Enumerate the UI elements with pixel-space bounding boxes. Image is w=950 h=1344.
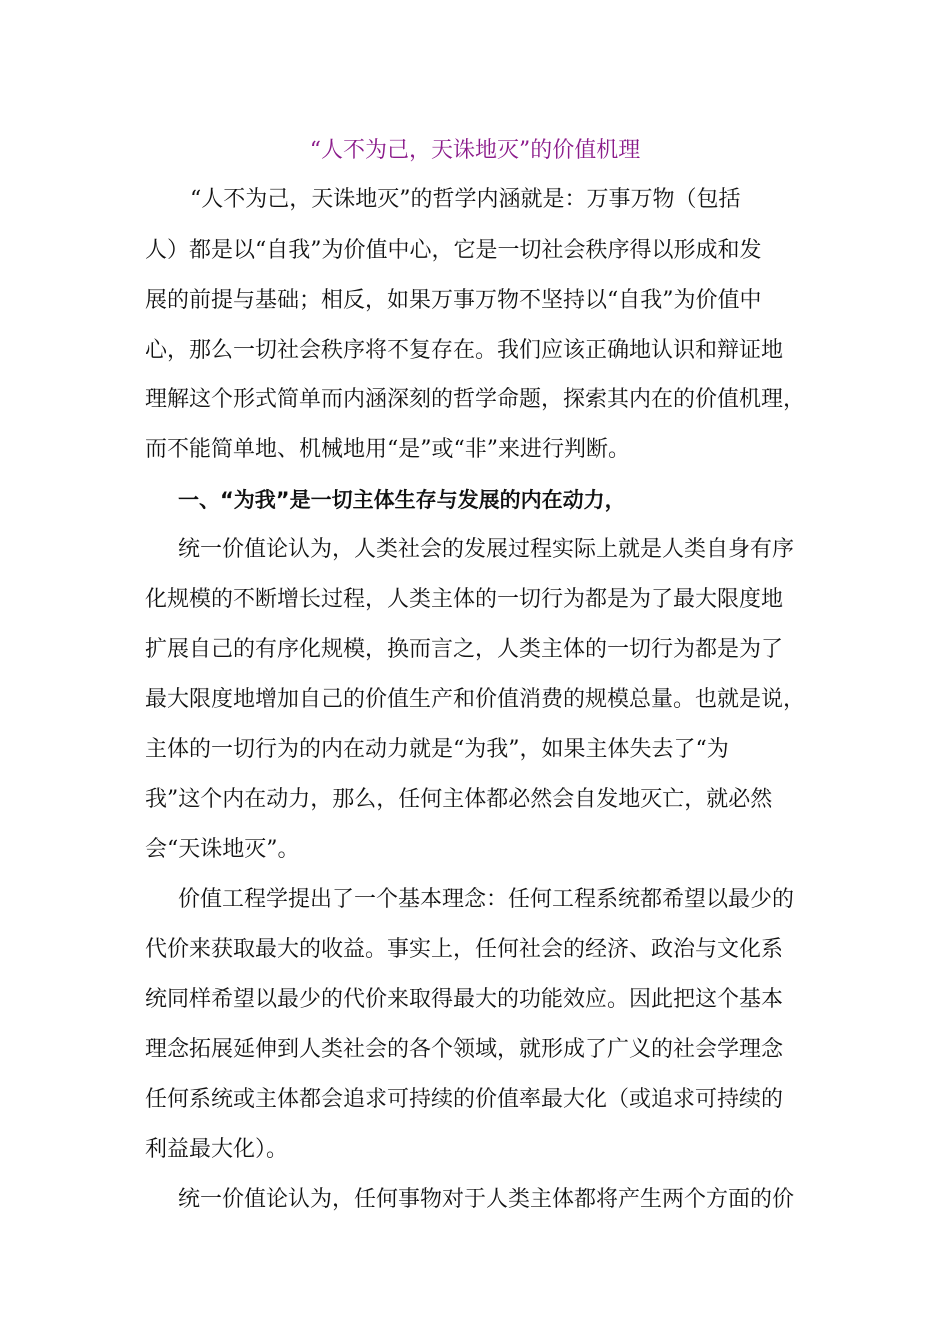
paragraph-line: 展的前提与基础；相反，如果万事万物不坚持以“自我”为价值中 xyxy=(145,288,762,313)
paragraph-line: 扩展自己的有序化规模，换而言之，人类主体的一切行为都是为了 xyxy=(145,637,784,662)
paragraph-line: 心，那么一切社会秩序将不复存在。我们应该正确地认识和辩证地 xyxy=(145,338,784,363)
section-heading: 一、“为我”是一切主体生存与发展的内在动力， xyxy=(178,488,626,512)
paragraph-line: “人不为己，天诛地灭”的哲学内涵就是：万事万物（包括 xyxy=(190,187,741,212)
paragraph-line: 价值工程学提出了一个基本理念：任何工程系统都希望以最少的 xyxy=(178,887,795,912)
paragraph-line: 统同样希望以最少的代价来取得最大的功能效应。因此把这个基本 xyxy=(145,987,784,1012)
paragraph-line: 代价来获取最大的收益。事实上，任何社会的经济、政治与文化系 xyxy=(145,937,784,962)
paragraph-line: 统一价值论认为，任何事物对于人类主体都将产生两个方面的价 xyxy=(178,1187,795,1212)
document-title: “人不为己，天诛地灭”的价值机理 xyxy=(309,138,641,163)
paragraph-line: 理解这个形式简单而内涵深刻的哲学命题，探索其内在的价值机理， xyxy=(145,387,806,412)
paragraph-line: 理念拓展延伸到人类社会的各个领域，就形成了广义的社会学理念 xyxy=(145,1037,784,1062)
paragraph-line: 会“天诛地灭”。 xyxy=(145,837,300,862)
paragraph-line: 人）都是以“自我”为价值中心，它是一切社会秩序得以形成和发 xyxy=(145,238,762,263)
paragraph-line: 利益最大化）。 xyxy=(145,1137,289,1162)
paragraph-line: 任何系统或主体都会追求可持续的价值率最大化（或追求可持续的 xyxy=(145,1087,784,1112)
paragraph-line: 统一价值论认为，人类社会的发展过程实际上就是人类自身有序 xyxy=(178,537,795,562)
paragraph-line: 我”这个内在动力，那么，任何主体都必然会自发地灭亡，就必然 xyxy=(145,787,773,812)
paragraph-line: 化规模的不断增长过程，人类主体的一切行为都是为了最大限度地 xyxy=(145,587,784,612)
paragraph-line: 而不能简单地、机械地用“是”或“非”来进行判断。 xyxy=(145,437,630,462)
paragraph-line: 主体的一切行为的内在动力就是“为我”，如果主体失去了“为 xyxy=(145,737,729,762)
paragraph-line: 最大限度地增加自己的价值生产和价值消费的规模总量。也就是说， xyxy=(145,687,806,712)
